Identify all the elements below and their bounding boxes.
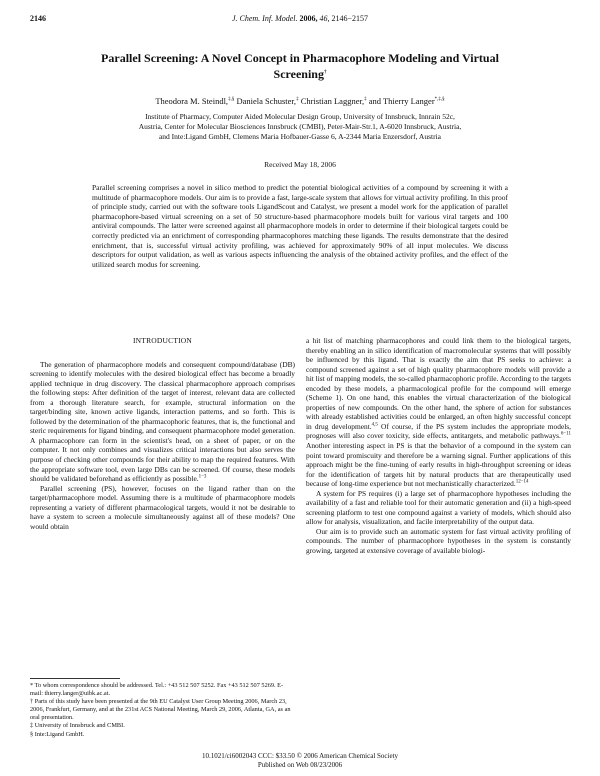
paragraph: A system for PS requires (i) a large set of pharmacophore hypotheses including the availability of a fast and reliable tool for their automatic generation and (ii) a high-speed screening platform to test one compound against a variety of models, which should also allow for analysis, visualization, and facile interpretability of the output data. — [306, 488, 571, 527]
author-name: Daniela Schuster, — [236, 96, 297, 106]
citation-ref: 1−3 — [198, 474, 207, 480]
page-footer — [0, 752, 600, 770]
author-name: Theodora M. Steindl, — [155, 96, 229, 106]
footnote: § Inte:Ligand GmbH. — [30, 730, 85, 738]
paragraph: Our aim is to provide such an automatic system for fast virtual activity profiling of compounds. The number of pharmacophore hypotheses in the system is constantly growing, targeted at extensive coverage of available biologi- — [306, 526, 571, 556]
author-name: and Thierry Langer — [368, 96, 435, 106]
journal-volume: 46, — [319, 14, 330, 23]
publication-date: Published on Web 08/23/2006 — [257, 761, 343, 769]
citation-ref: 4,5 — [371, 422, 378, 428]
section-heading-introduction: INTRODUCTION — [132, 336, 193, 345]
doi-copyright: 10.1021/ci6002043 CCC: $33.50 © 2006 American Chemical Society — [201, 752, 399, 760]
author-mark: ‡ — [364, 97, 367, 103]
citation-ref: 12−14 — [515, 479, 529, 485]
paragraph-text: The generation of pharmacophore models and consequent compound/database (DB) screening to identify molecules with the desired biological effect has become a broadly applied technique in drug discovery. The classical pharmacophore approach comprises the following steps: After definition of the target of interest, relevant data are collected from a thorough literature search, for example, structural information on the target/binding site, known active ligands, interaction patterns, and so forth. This is followed by the determination of the pharmacophoric features, that is, the functional and steric requirements for ligand binding, and consequent pharmacophore model generation. A pharmacophore can form in the scientist's head, on a sheet of paper, or on the computer. It not only combines and visualizes critical interactions but also serves the purpose of checking other compounds for their ability to map the required features. With the appropriate software tool, even large DBs can be screened. Of course, these models should be validated beforehand as efficiently as possible. — [30, 359, 295, 484]
journal-pages: 2146−2157 — [331, 14, 369, 23]
author-mark: ‡,§ — [228, 97, 235, 103]
author-name: Christian Laggner, — [300, 96, 365, 106]
paragraph — [306, 336, 571, 489]
journal-year: 2006, — [299, 14, 318, 23]
affiliations — [40, 112, 560, 142]
paragraph: Parallel screening (PS), however, focuses on the ligand rather than on the target/pharmacophore model. Assuming there is a multitude of pharmacophore models representing a variety of different pharmacological targets, would it not be desirable to have a system to screen a molecule simultaneously against all of these models? One would obtain — [30, 483, 295, 531]
footnote: † Parts of this study have been presented at the 9th EU Catalyst User Group Meeting 2006, March 23, 2006, Frankfurt, Germany, and at the 231st ACS National Meeting, March 29, 2006, Atlanta, GA, as an oral presentation. — [30, 698, 291, 722]
title-line-1: Parallel Screening: A Novel Concept in Pharmacophore Modeling and Virtual — [101, 51, 499, 65]
article-title — [70, 50, 530, 82]
citation-ref: 6−11 — [560, 432, 571, 437]
journal-name: J. Chem. Inf. Model. — [231, 14, 298, 23]
paragraph — [30, 360, 295, 484]
affiliation-line: Institute of Pharmacy, Computer Aided Molecular Design Group, University of Innsbruck, Innrain 52c, — [145, 112, 455, 121]
footnote-divider — [30, 678, 120, 679]
title-footnote-mark: † — [323, 70, 327, 75]
page-number: 2146 — [30, 14, 46, 23]
author-mark: ‡ — [296, 97, 299, 103]
footnote: * To whom correspondence should be addressed. Tel.: +43 512 507 5252. Fax +43 512 507 5269. E-mail: thierry.langer@uibk.ac.at. — [30, 682, 284, 698]
footnotes — [30, 682, 295, 739]
affiliation-line: and Inte:Ligand GmbH, Clemens Maria Hofbauer-Gasse 6, A-2344 Maria Enzersdorf, Austria — [158, 132, 442, 141]
journal-citation — [0, 14, 600, 23]
affiliation-line: Austria, Center for Molecular Biosciences Innsbruck (CMBI), Peter-Mair-Str.1, A-6020 Innsbruck, Austria, — [138, 122, 462, 131]
author-mark: *,‡,§ — [434, 97, 445, 103]
paragraph-text: a hit list of matching pharmacophores and could link them to the biological targets, thereby enabling an in silico identification of macromolecular systems that will possibly be influenced by this ligand. That is exactly the aim that PS seeks to achieve: a compound screened against a set of high quality pharmacophore models will provide a hit list of mapping models, the so-called pharmacophoric profile. According to the targets encoded by these models, a pharmacological profile for the compound will emerge (Scheme 1). On one hand, this enables the virtual characterization of the biological properties of new compounds. On the other hand, the sphere of action for substances with already established activities could be enlarged, an often highly successful concept in drug development. — [306, 336, 571, 431]
title-line-2: Screening — [273, 67, 324, 81]
author-list — [40, 96, 560, 106]
paragraph-text: Of course, if the PS system includes the appropriate models, prognoses will also cover toxicity, side effects, antitargets, and metabolic pathways. — [306, 421, 572, 441]
received-date: Received May 18, 2006 — [264, 160, 336, 169]
paragraph-text: Another interesting aspect in PS is that the behavior of a compound in the system can point toward promiscuity and therefore be a warning signal. Further applications of this approach might be the fine-tuning of early results in high-throughput screening or ideas for the identification of targets hit by natural products that are therapeutically used because of long-time experience but not mechanistically characterized. — [306, 441, 571, 489]
footnote: ‡ University of Innsbruck and CMBI. — [30, 722, 125, 730]
abstract: Parallel screening comprises a novel in silico method to predict the potential biological activities of a compound by screening it with a multitude of pharmacophore models. Our aim is to provide a fast, large-scale system that allows for virtual activity profiling. In this proof of principle study, carried out with the software tools LigandScout and Catalyst, we present a model work for the application of parallel pharmacophore-based virtual screening on a set of 50 structure-based pharmacophore models built for various viral targets and 100 antiviral compounds. The latter were screened against all pharmacophore models in order to determine if their biological targets could be correctly predicted via an enrichment of corresponding pharmacophores matching these ligands. The results demonstrate that the desired enrichment, that is, successful virtual activity profiling, was achieved for approximately 90% of all input molecules. We discuss descriptors for output validation, as well as various aspects influencing the analysis of the obtained activity profiles, and the effect of the utilized search modus for screening. — [92, 183, 508, 269]
left-column — [30, 336, 295, 531]
right-column — [306, 336, 571, 556]
